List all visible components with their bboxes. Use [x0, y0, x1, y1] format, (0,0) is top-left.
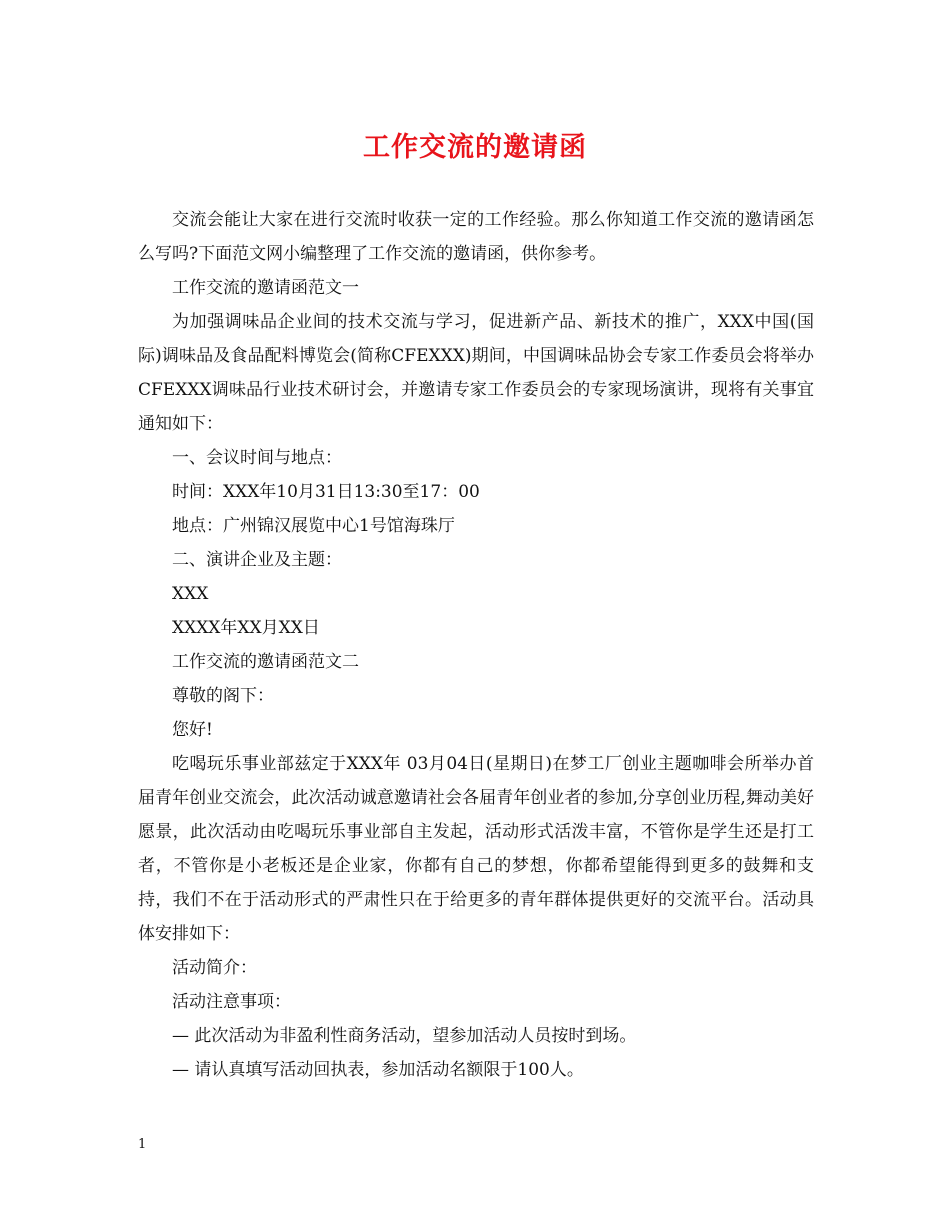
page-number: 1 — [138, 1137, 147, 1152]
paragraph-signature: XXX — [172, 584, 209, 604]
document-body — [138, 203, 814, 1087]
document-title: 工作交流的邀请函 — [363, 132, 587, 163]
paragraph-sample-one-body: 为加强调味品企业间的技术交流与学习，促进新产品、新技术的推广，XXX中国(国际)调味品及食品配料博览会(简称CFEXXX)期间，中国调味品协会专家工作委员会将举办CFEXXX调味品行业技术研讨会，并邀请专家工作委员会的专家现场演讲，现将有关事宜通知如下： — [138, 312, 814, 434]
paragraph-speakers-heading: 二、演讲企业及主题： — [172, 550, 342, 570]
paragraph-meeting-time: 时间：XXX年10月31日13:30至17：00 — [172, 482, 480, 502]
paragraph-greeting: 您好! — [172, 720, 213, 740]
paragraph-sample-two-body: 吃喝玩乐事业部兹定于XXX年 03月04日(星期日)在梦工厂创业主题咖啡会所举办首届青年创业交流会，此次活动诚意邀请社会各届青年创业者的参加,分享创业历程,舞动美好愿景，此次活动由吃喝玩乐事业部自主发起，活动形式活泼丰富，不管你是学生还是打工者，不管你是小老板还是企业家，你都有自己的梦想，你都希望能得到更多的鼓舞和支持，我们不在于活动形式的严肃性只在于给更多的青年群体提供更好的交流平台。活动具体安排如下： — [138, 754, 814, 944]
paragraph-sample-two-heading: 工作交流的邀请函范文二 — [172, 652, 359, 672]
paragraph-date: XXXX年XX月XX日 — [172, 618, 320, 638]
paragraph-note-two: — 请认真填写活动回执表，参加活动名额限于100人。 — [172, 1060, 584, 1080]
paragraph-intro: 交流会能让大家在进行交流时收获一定的工作经验。那么你知道工作交流的邀请函怎么写吗?下面范文网小编整理了工作交流的邀请函，供你参考。 — [138, 210, 814, 264]
paragraph-activity-notes-heading: 活动注意事项： — [172, 992, 291, 1012]
paragraph-sample-one-heading: 工作交流的邀请函范文一 — [172, 278, 359, 298]
paragraph-note-one: — 此次活动为非盈利性商务活动，望参加活动人员按时到场。 — [172, 1026, 637, 1046]
paragraph-salutation: 尊敬的阁下： — [172, 686, 274, 706]
paragraph-activity-intro-heading: 活动简介： — [172, 958, 257, 978]
paragraph-meeting-place: 地点：广州锦汉展览中心1号馆海珠厅 — [172, 516, 455, 536]
paragraph-meeting-time-place-heading: 一、会议时间与地点： — [172, 448, 342, 468]
